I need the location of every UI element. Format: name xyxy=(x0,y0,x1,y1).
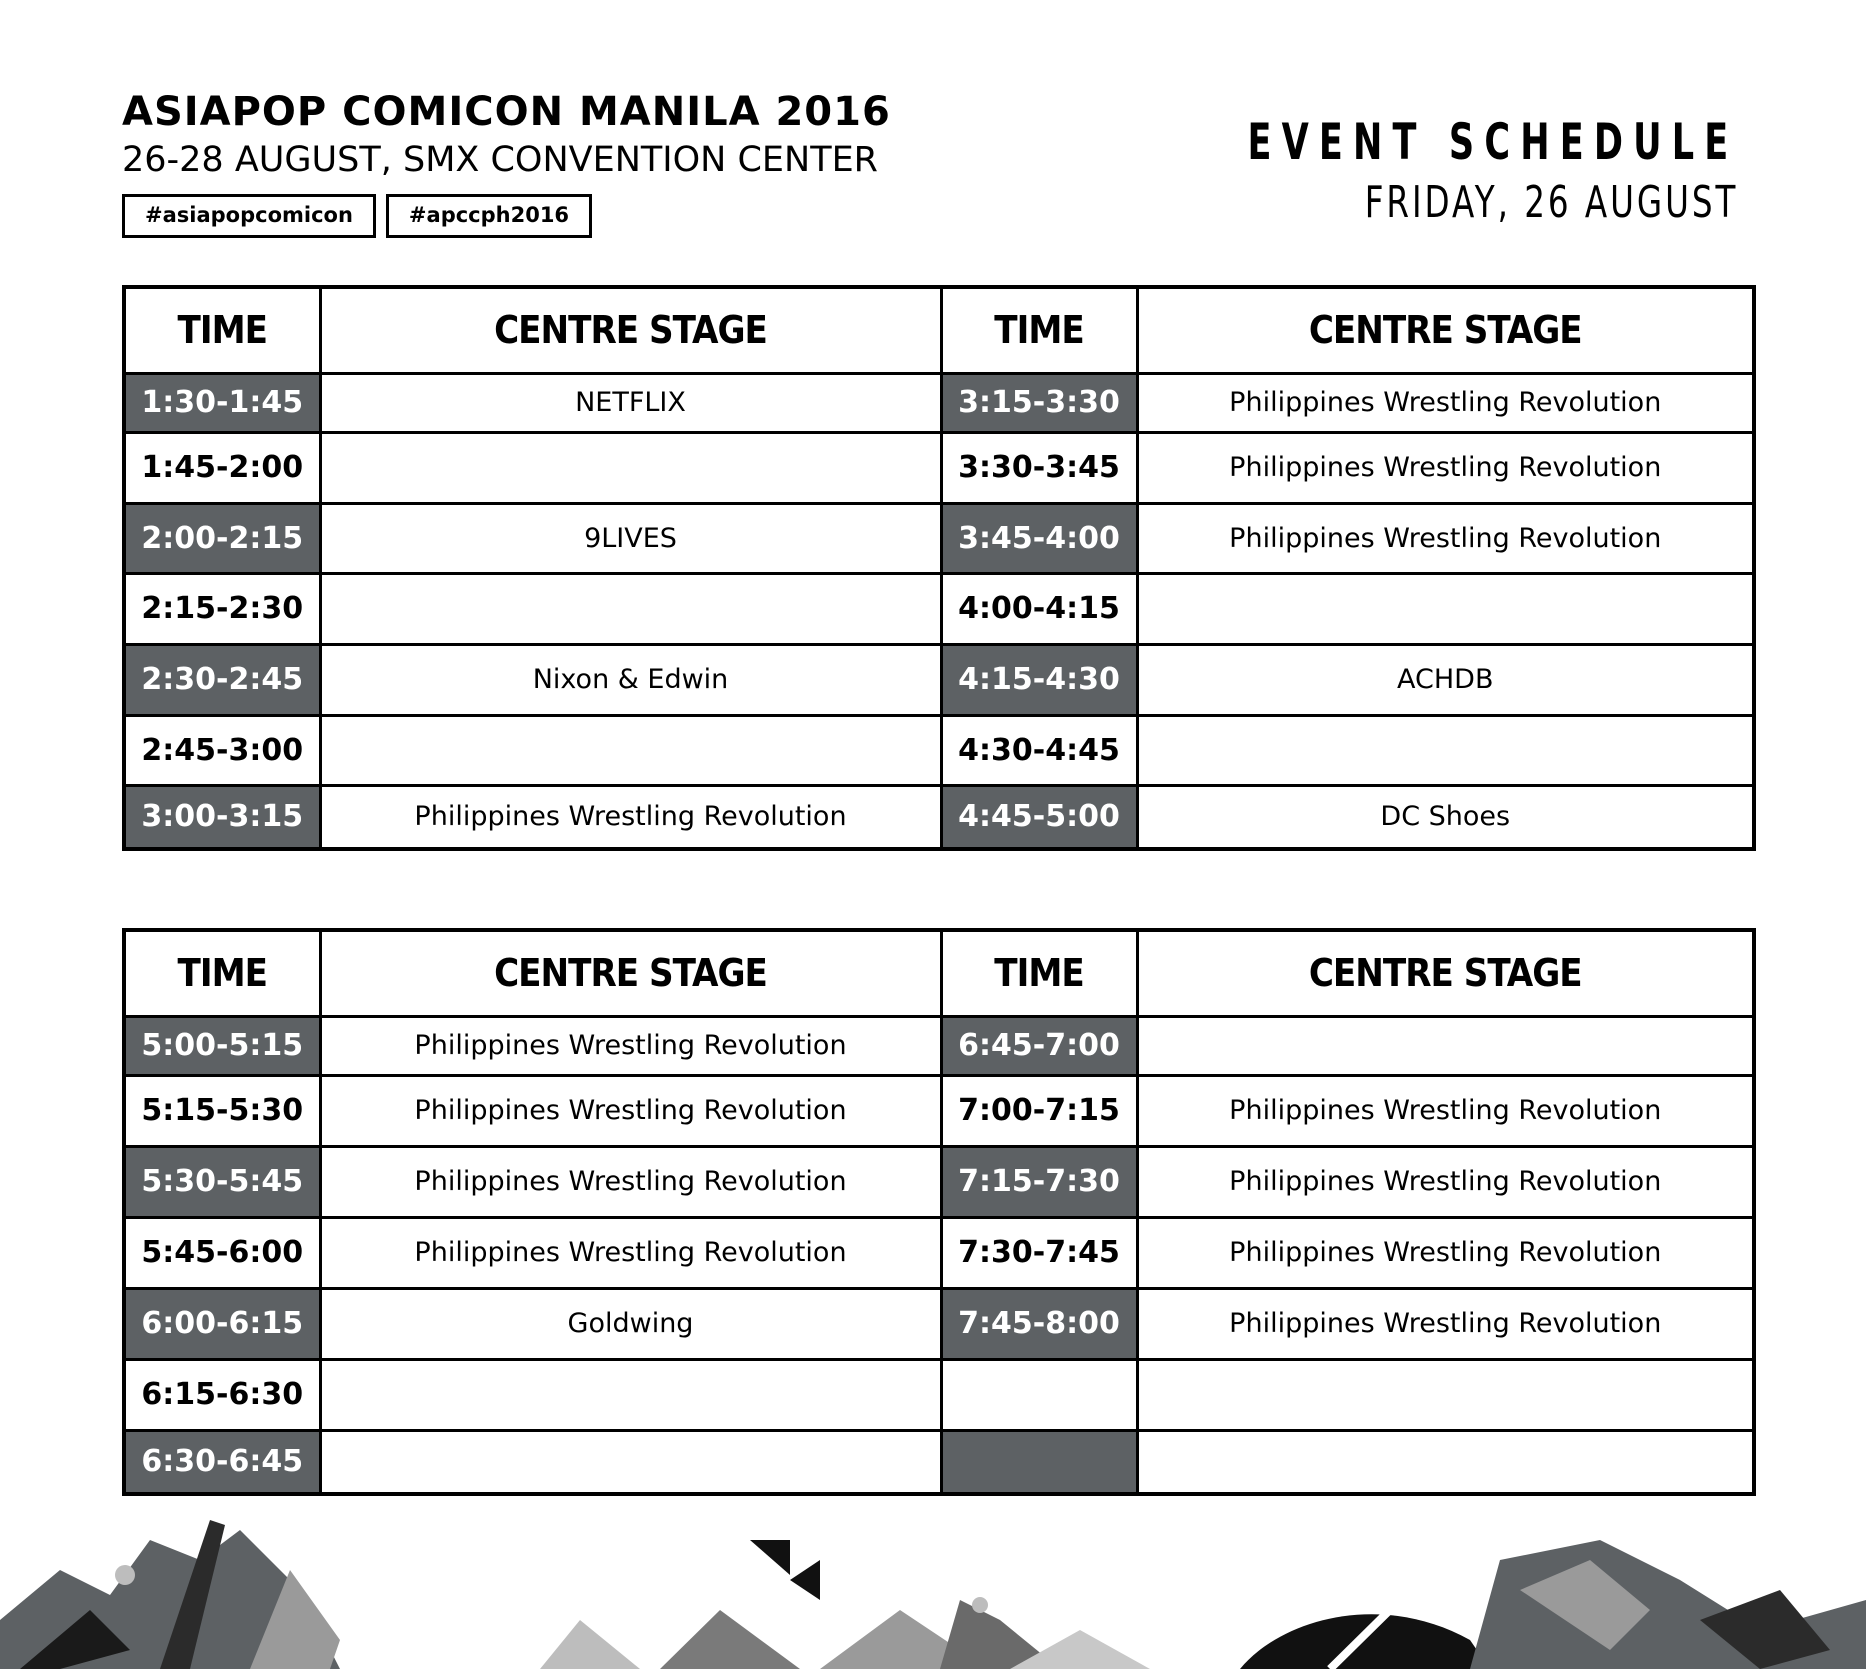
stage-event-cell: Philippines Wrestling Revolution xyxy=(1137,1288,1754,1359)
stage-event-cell: NETFLIX xyxy=(320,373,941,432)
stage-event-cell xyxy=(1137,573,1754,644)
time-cell: 4:00-4:15 xyxy=(941,573,1137,644)
stage-event-cell: Goldwing xyxy=(320,1288,941,1359)
time-cell: 7:45-8:00 xyxy=(941,1288,1137,1359)
event-subtitle: 26-28 AUGUST, SMX CONVENTION CENTER xyxy=(122,140,879,180)
time-cell: 6:45-7:00 xyxy=(941,1016,1137,1075)
stage-event-cell: Philippines Wrestling Revolution xyxy=(1137,373,1754,432)
stage-event-cell: Philippines Wrestling Revolution xyxy=(320,1217,941,1288)
stage-event-cell xyxy=(320,1359,941,1430)
table-header-row xyxy=(124,930,1754,1016)
schedule-date: FRIDAY, 26 AUGUST xyxy=(1364,177,1738,228)
stage-event-cell: Philippines Wrestling Revolution xyxy=(1137,1217,1754,1288)
time-cell: 2:45-3:00 xyxy=(124,715,320,785)
stage-event-cell xyxy=(1137,1016,1754,1075)
time-cell: 4:15-4:30 xyxy=(941,644,1137,715)
stage-column-header: CENTRE STAGE xyxy=(320,287,941,373)
hashtag-list xyxy=(122,194,891,238)
stage-event-cell: Philippines Wrestling Revolution xyxy=(1137,1075,1754,1146)
table-row xyxy=(124,432,1754,503)
time-cell: 5:45-6:00 xyxy=(124,1217,320,1288)
time-cell: 6:15-6:30 xyxy=(124,1359,320,1430)
schedule-title: EVENT SCHEDULE xyxy=(1247,113,1738,171)
time-cell: 6:30-6:45 xyxy=(124,1430,320,1494)
time-cell: 3:15-3:30 xyxy=(941,373,1137,432)
stage-event-cell: Philippines Wrestling Revolution xyxy=(320,1146,941,1217)
time-cell: 1:30-1:45 xyxy=(124,373,320,432)
time-cell: 4:45-5:00 xyxy=(941,785,1137,849)
stage-column-header: CENTRE STAGE xyxy=(1137,930,1754,1016)
time-cell: 7:00-7:15 xyxy=(941,1075,1137,1146)
time-cell: 3:30-3:45 xyxy=(941,432,1137,503)
table-row xyxy=(124,1288,1754,1359)
time-cell: 3:00-3:15 xyxy=(124,785,320,849)
table-row xyxy=(124,785,1754,849)
stage-event-cell: 9LIVES xyxy=(320,503,941,573)
table-header-row xyxy=(124,287,1754,373)
time-cell: 2:15-2:30 xyxy=(124,573,320,644)
table-row xyxy=(124,715,1754,785)
schedule-header xyxy=(1109,112,1738,230)
table-row xyxy=(124,1146,1754,1217)
event-title: ASIAPOP COMICON MANILA 2016 xyxy=(122,89,891,135)
time-cell: 7:30-7:45 xyxy=(941,1217,1137,1288)
table-row xyxy=(124,1075,1754,1146)
time-cell xyxy=(941,1359,1137,1430)
time-cell: 7:15-7:30 xyxy=(941,1146,1137,1217)
time-cell: 5:30-5:45 xyxy=(124,1146,320,1217)
table-row xyxy=(124,1217,1754,1288)
stage-event-cell xyxy=(1137,1430,1754,1494)
stage-event-cell: Philippines Wrestling Revolution xyxy=(1137,503,1754,573)
schedule-table xyxy=(122,285,1756,851)
stage-event-cell xyxy=(320,715,941,785)
time-cell: 4:30-4:45 xyxy=(941,715,1137,785)
table-row xyxy=(124,503,1754,573)
stage-column-header: CENTRE STAGE xyxy=(320,930,941,1016)
stage-event-cell: Philippines Wrestling Revolution xyxy=(1137,432,1754,503)
time-cell: 5:00-5:15 xyxy=(124,1016,320,1075)
time-column-header: TIME xyxy=(124,287,320,373)
stage-event-cell: Philippines Wrestling Revolution xyxy=(320,1016,941,1075)
stage-event-cell xyxy=(320,432,941,503)
time-cell: 1:45-2:00 xyxy=(124,432,320,503)
stage-event-cell: Nixon & Edwin xyxy=(320,644,941,715)
table-row xyxy=(124,644,1754,715)
table-row xyxy=(124,573,1754,644)
stage-event-cell: DC Shoes xyxy=(1137,785,1754,849)
table-row xyxy=(124,1430,1754,1494)
time-cell: 3:45-4:00 xyxy=(941,503,1137,573)
stage-event-cell: Philippines Wrestling Revolution xyxy=(320,785,941,849)
time-column-header: TIME xyxy=(941,930,1137,1016)
stage-event-cell xyxy=(1137,715,1754,785)
stage-column-header: CENTRE STAGE xyxy=(1137,287,1754,373)
stage-event-cell xyxy=(320,573,941,644)
time-cell xyxy=(941,1430,1137,1494)
time-column-header: TIME xyxy=(941,287,1137,373)
time-cell: 5:15-5:30 xyxy=(124,1075,320,1146)
decorative-collage-footer xyxy=(0,1500,1866,1669)
stage-event-cell: Philippines Wrestling Revolution xyxy=(1137,1146,1754,1217)
event-header xyxy=(122,88,891,238)
schedule-table xyxy=(122,928,1756,1496)
table-row xyxy=(124,373,1754,432)
stage-event-cell: Philippines Wrestling Revolution xyxy=(320,1075,941,1146)
table-row xyxy=(124,1359,1754,1430)
stage-event-cell xyxy=(1137,1359,1754,1430)
stage-event-cell: ACHDB xyxy=(1137,644,1754,715)
time-column-header: TIME xyxy=(124,930,320,1016)
time-cell: 6:00-6:15 xyxy=(124,1288,320,1359)
hashtag-badge: #apccph2016 xyxy=(386,194,592,238)
table-row xyxy=(124,1016,1754,1075)
hashtag-badge: #asiapopcomicon xyxy=(122,194,376,238)
time-cell: 2:30-2:45 xyxy=(124,644,320,715)
time-cell: 2:00-2:15 xyxy=(124,503,320,573)
stage-event-cell xyxy=(320,1430,941,1494)
